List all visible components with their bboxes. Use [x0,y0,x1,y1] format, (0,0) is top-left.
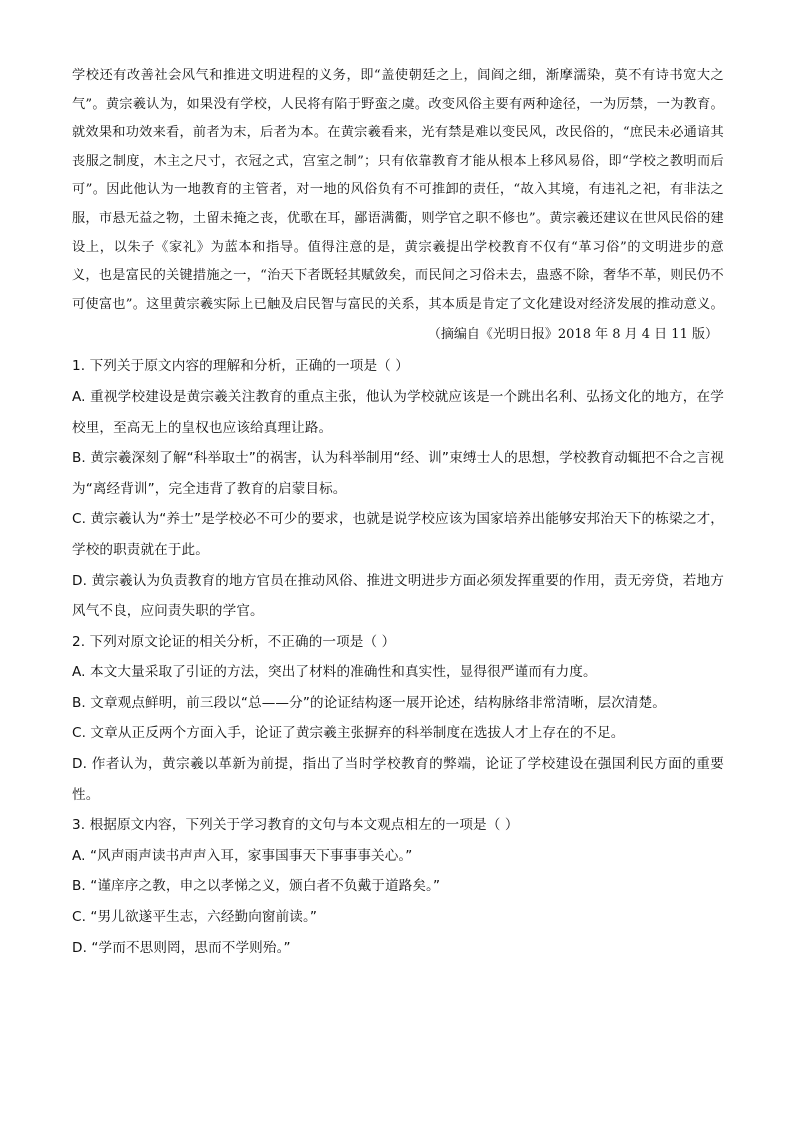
option-b: B. “谨庠序之教，申之以孝悌之义，颁白者不负戴于道路矣。” [72,878,441,895]
question-stem: 1. 下列关于原文内容的理解和分析，正确的一项是（ ） [72,358,409,375]
option-c: C. “男儿欲遂平生志，六经勤向窗前读。” [72,909,318,926]
option-d: D. 作者认为，黄宗羲以革新为前提，指出了当时学校教育的弊端，论证了学校建设在强国利民方面的重要性。 [72,756,724,803]
question-3 [72,810,724,963]
question-stem: 2. 下列对原文论证的相关分析，不正确的一项是（ ） [72,633,396,650]
option-a: A. 重视学校建设是黄宗羲关注教育的重点主张，他认为学校就应该是一个跳出名利、弘扬文化的地方，在学校里，至高无上的皇权也应该给真理让路。 [72,388,724,436]
question-list [72,351,724,963]
passage-source: （摘编自《光明日报》2018 年 8 月 4 日 11 版） [427,327,718,343]
document-page [72,62,724,963]
option-b: B. 文章观点鲜明，前三段以“总——分”的论证结构逐一展开论述，结构脉络非常清晰，层次清楚。 [72,694,666,711]
option-c: C. 黄宗羲认为“养士”是学校必不可少的要求，也就是说学校应该为国家培养出能够安邦治天下的栋梁之才，学校的职责就在于此。 [72,511,724,558]
option-b: B. 黄宗羲深刻了解“科举取士”的祸害，认为科举制用“经、训”束缚士人的思想，学校教育动辄把不合之言视为“离经背训”，完全违背了教育的启蒙目标。 [72,450,724,497]
option-d: D. “学而不思则罔，思而不学则殆。” [72,939,291,956]
question-stem: 3. 根据原文内容，下列关于学习教育的文句与本文观点相左的一项是（ ） [72,817,519,834]
question-1 [72,351,724,626]
passage [72,62,724,349]
question-2 [72,627,724,811]
option-a: A. “风声雨声读书声声入耳，家事国事天下事事事关心。” [72,847,413,864]
passage-paragraph: 学校还有改善社会风气和推进文明进程的义务，即“盖使朝廷之上，闾阎之细，渐摩濡染，莫不有诗书宽大之气”。黄宗羲认为，如果没有学校，人民将有陷于野蛮之虞。改变风俗主要有两种途径，一为厉禁，一为教育。就效果和功效来看，前者为末，后者为本。在黄宗羲看来，光有禁是难以变民风，改民俗的，“庶民未必通谙其丧服之制度，木主之尺寸，衣冠之式，宫室之制”；只有依靠教育才能从根本上移风易俗，即“学校之教明而后可”。因此他认为一地教育的主管者，对一地的风俗负有不可推卸的责任，“故入其境，有违礼之祀，有非法之服，市悬无益之物，土留未掩之丧，优歌在耳，鄙语满衢，则学官之职不修也”。黄宗羲还建议在世风民俗的建设上，以朱子《家礼》为蓝本和指导。值得注意的是，黄宗羲提出学校教育不仅有“革习俗”的文明进步的意义，也是富民的关键措施之一，“治天下者既轻其赋敛矣，而民间之习俗未去，蛊惑不除，奢华不革，则民仍不可使富也”。这里黄宗羲实际上已触及启民智与富民的关系，其本质是肯定了文化建设对经济发展的推动意义。 [72,68,724,312]
option-a: A. 本文大量采取了引证的方法，突出了材料的准确性和真实性，显得很严谨而有力度。 [72,664,597,681]
option-d: D. 黄宗羲认为负责教育的地方官员在推动风俗、推进文明进步方面必须发挥重要的作用，责无旁贷，若地方风气不良，应问责失职的学官。 [72,572,724,620]
option-c: C. 文章从正反两个方面入手，论证了黄宗羲主张摒弃的科举制度在选拔人才上存在的不足。 [72,725,625,742]
